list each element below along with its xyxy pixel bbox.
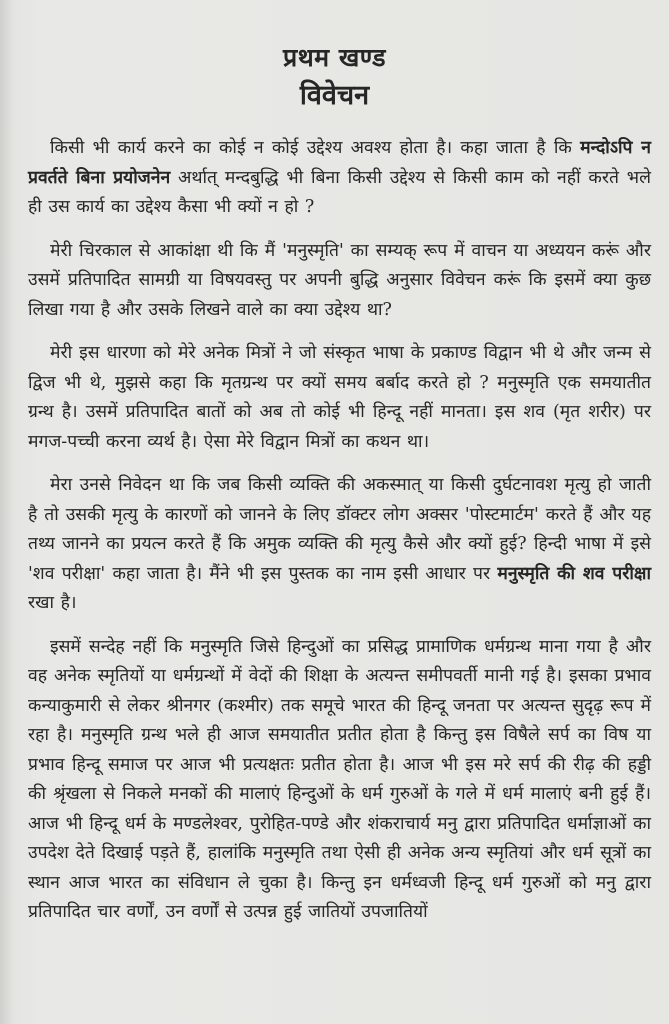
text-run: अर्थात् मन्दबुद्धि भी बिना किसी उद्देश्य से किसी काम को नहीं करते भले ही उस कार्य का उद्देश्य कैसा भी क्यों न हो ?: [28, 167, 651, 217]
part-title: प्रथम खण्ड: [282, 43, 387, 72]
chapter-title: विवेचन: [299, 80, 370, 111]
text-run: मेरी इस धारणा को मेरे अनेक मित्रों ने जो संस्कृत भाषा के प्रकाण्ड विद्वान भी थे और जन्म से द्विज भी थे, मुझसे कहा कि मृतग्रन्थ पर क्यों समय बर्बाद करते हो ? मनुस्मृति एक समयातीत ग्रन्थ है। उसमें प्रतिपादित बातों को अब तो कोई भी हिन्दू नहीं मानता। इस शव (मृत शरीर) पर मगज-पच्ची करना व्यर्थ है। ऐसा मेरे विद्वान मित्रों का कथन था।: [28, 343, 651, 452]
sanskrit-quote: मन्दोऽपि न प्रवर्तते बिना प्रयोजनेन: [28, 138, 651, 188]
text-run: मेरी चिरकाल से आकांक्षा थी कि मैं 'मनुस्मृति' का सम्यक् रूप में वाचन या अध्ययन करूं और उसमें प्रतिपादित सामग्री या विषयवस्तु पर अपनी बुद्धि अनुसार विवेचन करूं कि इसमें क्या कुछ लिखा गया है और उसके लिखने वाले का क्या उद्देश्य था?: [28, 240, 651, 320]
text-run: इसमें सन्देह नहीं कि मनुस्मृति जिसे हिन्दुओं का प्रसिद्ध प्रामाणिक धर्मग्रन्थ माना गया है और वह अनेक स्मृतियों या धर्मग्रन्थों में वेदों की शिक्षा के अत्यन्त समीपवर्ती मानी गई है। इसका प्रभाव कन्याकुमारी से लेकर श्रीनगर (कश्मीर) तक समूचे भारत की हिन्दू जनता पर अत्यन्त सुदृढ़ रूप में रहा है। मनुस्मृति ग्रन्थ भले ही आज समयातीत प्रतीत होता है किन्तु इस विषैले सर्प का विष या प्रभाव हिन्दू समाज पर आज भी प्रत्यक्षतः प्रतीत होता है। आज भी इस मरे सर्प की रीढ़ की हड्डी की श्रृंखला से निकले मनकों की मालाएं हिन्दुओं के धर्म गुरुओं के गले में धर्म मालाएं बनी हुई हैं। आज भी हिन्दू धर्म के मण्डलेश्वर, पुरोहित-पण्डे और शंकराचार्य मनु द्वारा प्रतिपादित धर्माज्ञाओं का उपदेश देते दिखाई पड़ते हैं, हालांकि मनुस्मृति तथा ऐसी ही अनेक अन्य स्मृतियां और धर्म सूत्रों का स्थान आज भारत का संविधान ले चुका है। किन्तु इन धर्मध्वजी हिन्दू धर्म गुरुओं को मनु द्वारा प्रतिपादित चार वर्णों, उन वर्णों से उत्पन्न हुई जातियों उपजातियों: [28, 636, 651, 922]
paragraph: [28, 134, 651, 223]
body-text: [0, 134, 669, 928]
text-run: किसी भी कार्य करने का कोई न कोई उद्देश्य अवश्य होता है। कहा जाता है कि: [50, 138, 581, 158]
paragraph: [28, 339, 651, 457]
paragraph: [28, 471, 651, 619]
book-title-mention: मनुस्मृति की शव परीक्षा: [497, 563, 651, 584]
text-run: मेरा उनसे निवेदन था कि जब किसी व्यक्ति की अकस्मात् या किसी दुर्घटनावश मृत्यु हो जाती है तो उसकी मृत्यु के कारणों को जानने के लिए डॉक्टर लोग अक्सर 'पोस्टमार्टम' करते हैं और यह तथ्य जानने का प्रयत्न करते हैं कि अमुक व्यक्ति की मृत्यु कैसे और क्यों हुई? हिन्दी भाषा में इसे 'शव परीक्षा' कहा जाता है। मैंने भी इस पुस्तक का नाम इसी आधार पर: [28, 475, 651, 584]
text-run: रखा है।: [28, 593, 77, 613]
paragraph: [28, 633, 651, 928]
paragraph: [28, 237, 651, 326]
chapter-header: [0, 0, 669, 116]
